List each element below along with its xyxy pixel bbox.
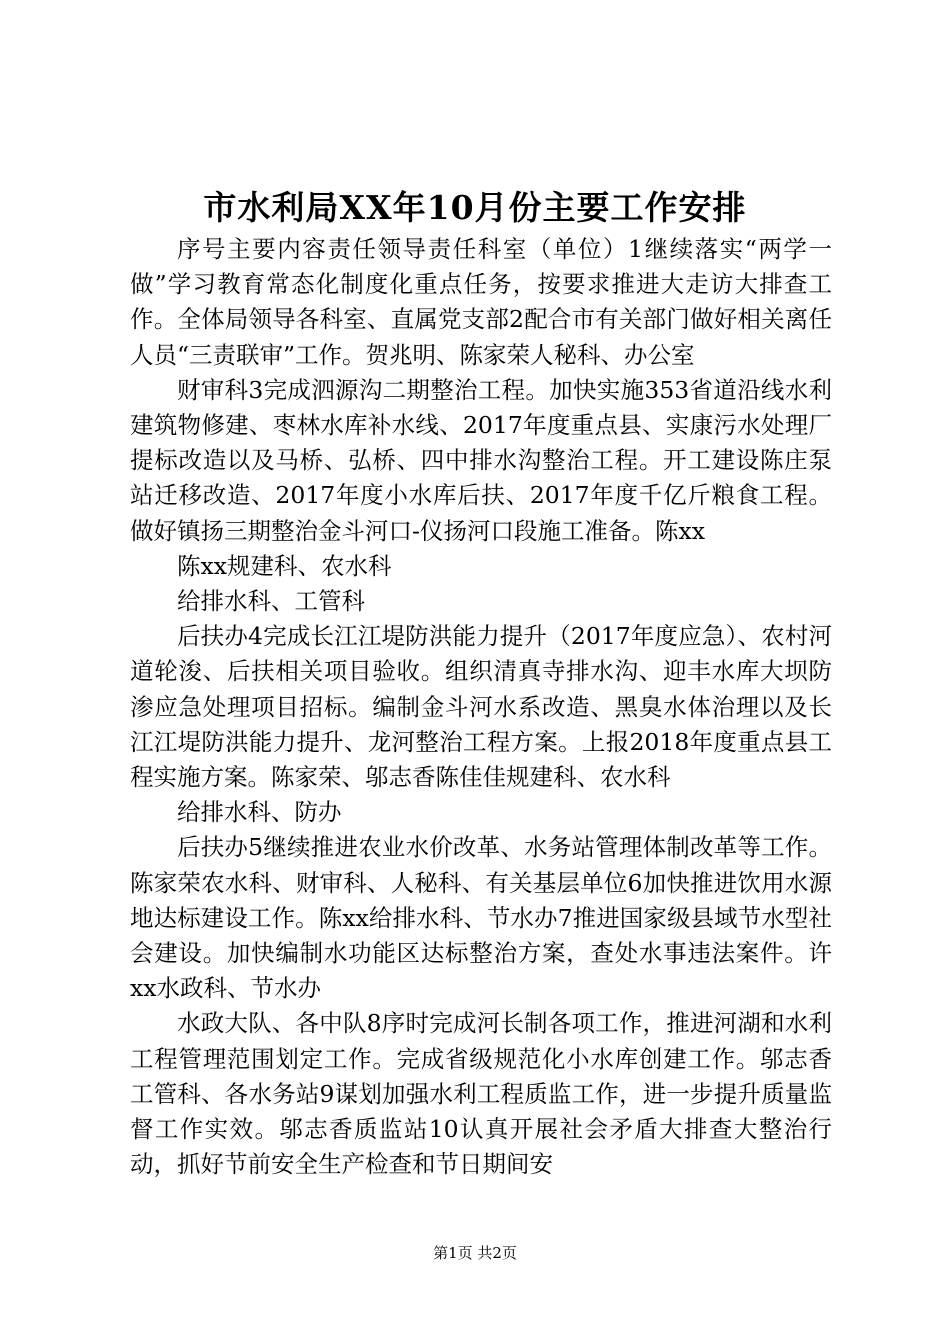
paragraph: 给排水科、防办 xyxy=(177,798,342,827)
paragraph: 陈xx规建科、农水科 xyxy=(177,551,392,580)
paragraph: 给排水科、工管科 xyxy=(177,587,365,616)
page-number-footer: 第1页 共2页 xyxy=(433,1244,517,1262)
paragraph: 后扶办4完成长江江堤防洪能力提升（2017年度应急）、农村河道轮浚、后扶相关项目验收。组织清真寺排水沟、迎丰水库大坝防渗应急处理项目招标。编制金斗河水系改造、黑臭水体治理以及长江江堤防洪能力提升、龙河整治工程方案。上报2018年度重点县工程实施方案。陈家荣、邬志香陈佳佳规建科、农水科 xyxy=(130,622,832,792)
paragraph: 序号主要内容责任领导责任科室（单位）1继续落实“两学一做”学习教育常态化制度化重点任务，按要求推进大走访大排查工作。全体局领导各科室、直属党支部2配合市有关部门做好相关离任人员“三责联审”工作。贺兆明、陈家荣人秘科、办公室 xyxy=(130,235,832,369)
document-body xyxy=(130,232,832,1182)
paragraph: 水政大队、各中队8序时完成河长制各项工作，推进河湖和水利工程管理范围划定工作。完成省级规范化小水库创建工作。邬志香工管科、各水务站9谋划加强水利工程质监工作，进一步提升质量监督工作实效。邬志香质监站10认真开展社会矛盾大排查大整治行动，抓好节前安全生产检查和节日期间安 xyxy=(130,1009,832,1179)
document-title: 市水利局XX年10月份主要工作安排 xyxy=(203,188,747,227)
paragraph: 财审科3完成泗源沟二期整治工程。加快实施353省道沿线水利建筑物修建、枣林水库补水线、2017年度重点县、实康污水处理厂提标改造以及马桥、弘桥、四中排水沟整治工程。开工建设陈庄泵站迁移改造、2017年度小水库后扶、2017年度千亿斤粮食工程。做好镇扬三期整治金斗河口-仪扬河口段施工准备。陈xx xyxy=(130,375,832,545)
paragraph: 后扶办5继续推进农业水价改革、水务站管理体制改革等工作。陈家荣农水科、财审科、人秘科、有关基层单位6加快推进饮用水源地达标建设工作。陈xx给排水科、节水办7推进国家级县域节水型社会建设。加快编制水功能区达标整治方案，查处水事违法案件。许xx水政科、节水办 xyxy=(130,833,832,1003)
